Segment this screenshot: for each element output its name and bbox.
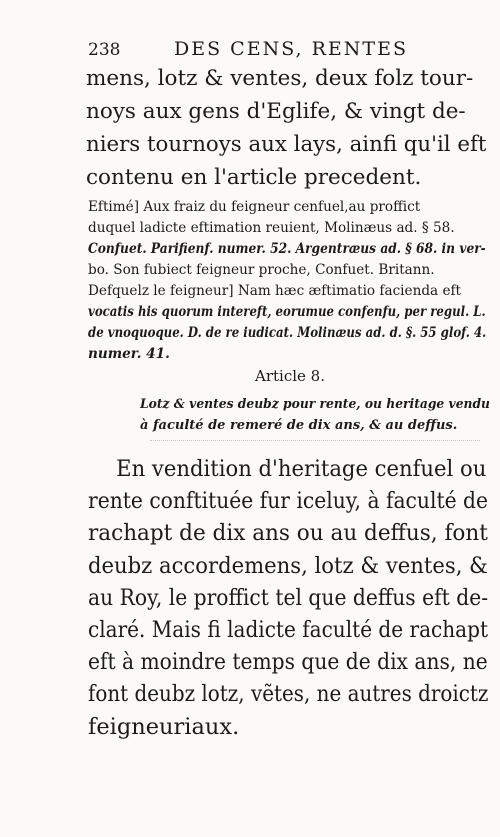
annotation-line: vocatis his quorum intereft, eorumue confenfu, per regul. L. bbox=[88, 304, 486, 320]
annotation-line: de vnoquoque. D. de re iudicat. Molinæus ad. d. §. 55 glof. 4. bbox=[88, 325, 487, 341]
text-line: noys aux gens d'Eglife, & vingt de- bbox=[86, 99, 466, 124]
annotation-line: numer. 41. bbox=[88, 346, 170, 362]
text-line: rachapt de dix ans ou au deffus, font bbox=[88, 520, 488, 547]
annotation-line: Confuet. Parifienf. numer. 52. Argentræus ad. § 68. in ver- bbox=[88, 241, 486, 257]
page-number: 238 bbox=[88, 40, 121, 60]
annotation-line: duquel ladicte eftimation reuient, Molinæus ad. § 58. bbox=[88, 220, 455, 236]
summary-line: Lotz & ventes deubz pour rente, ou heritage vendu bbox=[140, 397, 491, 412]
section-divider bbox=[150, 440, 480, 441]
text-line: au Roy, le proffict tel que deffus eft de- bbox=[88, 584, 489, 611]
text-line: mens, lotz & ventes, deux folz tour- bbox=[86, 66, 474, 91]
text-line: claré. Mais fi ladicte faculté de rachapt bbox=[88, 617, 489, 644]
article-heading: Article 8. bbox=[255, 367, 325, 385]
text-line: font deubz lotz, vẽtes, ne autres droictz bbox=[88, 681, 489, 708]
annotation-block bbox=[88, 197, 486, 365]
text-line: contenu en l'article precedent. bbox=[86, 165, 422, 190]
article-summary bbox=[140, 394, 490, 436]
text-line: niers tournoys aux lays, ainfi qu'il eft bbox=[86, 132, 487, 157]
text-line: En vendition d'heritage cenfuel ou bbox=[116, 456, 487, 482]
text-line: rente conftituée fur iceluy, à faculté de bbox=[88, 488, 489, 515]
article-paragraph bbox=[88, 453, 488, 743]
running-title: DES CENS, RENTES bbox=[174, 38, 408, 60]
summary-line: à faculté de remeré de dix ans, & au deffus. bbox=[140, 418, 458, 433]
text-line: eft à moindre temps que de dix ans, ne bbox=[88, 649, 488, 676]
annotation-line: Defquelz le feigneur] Nam hæc æftimatio facienda eft bbox=[88, 283, 461, 299]
text-line: feigneuriaux. bbox=[88, 713, 240, 740]
text-line: deubz accordemens, lotz & ventes, & bbox=[88, 552, 488, 579]
carryover-paragraph bbox=[86, 62, 486, 194]
annotation-line: bo. Son fubiect feigneur proche, Confuet. Britann. bbox=[88, 262, 435, 278]
annotation-line: Eftimé] Aux fraiz du feigneur cenfuel,au proffict bbox=[88, 199, 421, 215]
